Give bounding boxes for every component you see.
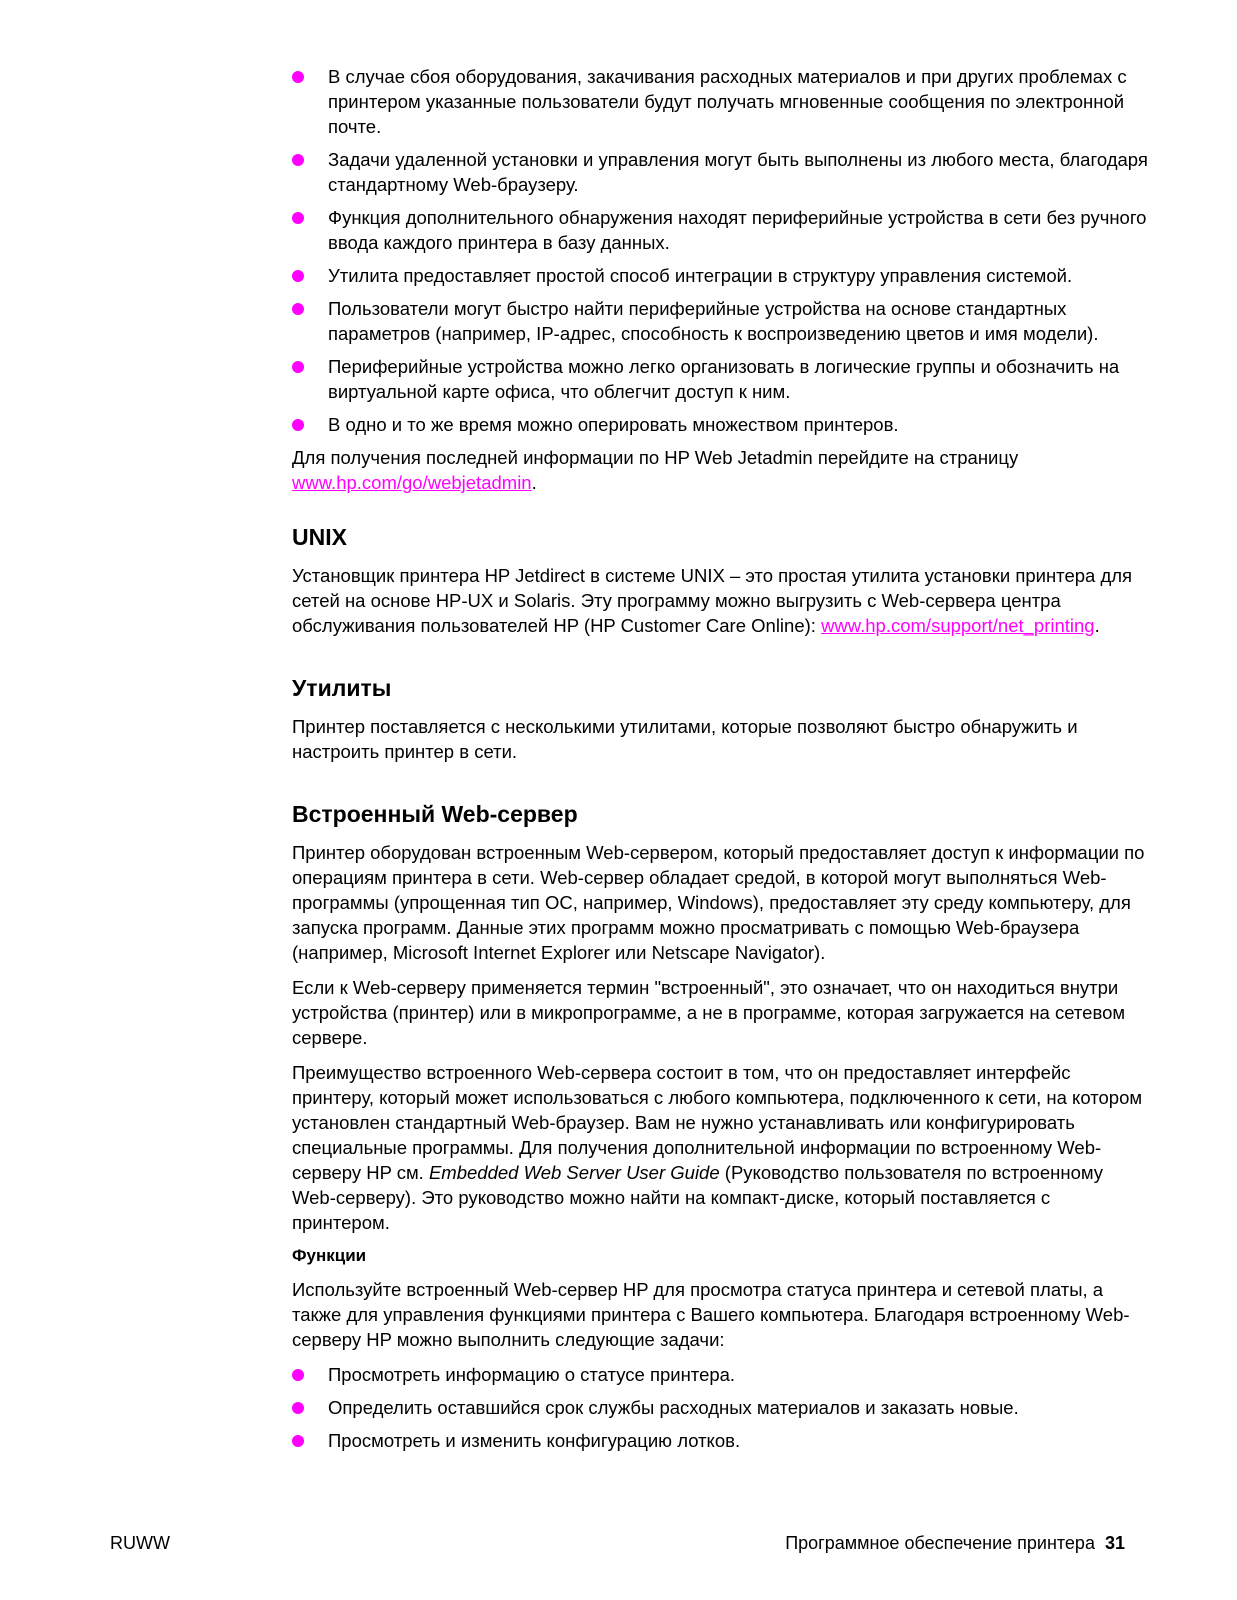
list-item-text: Утилита предоставляет простой способ интеграции в структуру управления системой. bbox=[328, 265, 1073, 286]
list-item-text: Периферийные устройства можно легко организовать в логические группы и обозначить на виртуальной карте офиса, что облегчит доступ к ним. bbox=[328, 356, 1120, 402]
list-item-text: Задачи удаленной установки и управления могут быть выполнены из любого места, благодаря стандартному Web-браузеру. bbox=[328, 149, 1148, 195]
list-item bbox=[292, 205, 1152, 255]
functions-paragraph: Используйте встроенный Web-сервер HP для просмотра статуса принтера и сетевой платы, а также для управления функциями принтера с Вашего компьютера. Благодаря встроенному Web-серверу HP можно выполнить следующие задачи: bbox=[292, 1279, 1130, 1350]
bullet-icon bbox=[292, 1435, 304, 1447]
list-item bbox=[292, 147, 1152, 197]
footer-title: Программное обеспечение принтера 31 bbox=[785, 1533, 1125, 1553]
webserver-paragraph-1: Принтер оборудован встроенным Web-сервером, который предоставляет доступ к информации по операциям принтера в сети. Web-сервер обладает средой, в которой могут выполняться Web-программы (упрощенная тип ОС, например, Windows), предоставляет эту среду компьютеру, для запуска программ. Данные этих программ можно просматривать с помощью Web-браузера (например, Microsoft Internet Explorer или Netscape Navigator). bbox=[292, 842, 1145, 963]
webserver-heading: Встроенный Web-сервер bbox=[292, 801, 578, 827]
feature-list bbox=[292, 64, 1152, 437]
utilities-heading: Утилиты bbox=[292, 675, 392, 701]
bullet-icon bbox=[292, 212, 304, 224]
guide-title: Embedded Web Server User Guide bbox=[428, 1162, 720, 1183]
list-item bbox=[292, 1428, 1152, 1453]
bullet-icon bbox=[292, 71, 304, 83]
page-number: 31 bbox=[1104, 1533, 1125, 1553]
list-item bbox=[292, 1395, 1152, 1420]
unix-heading: UNIX bbox=[292, 524, 347, 550]
functions-heading: Функции bbox=[292, 1246, 367, 1265]
net-printing-link[interactable]: www.hp.com/support/net_printing bbox=[821, 615, 1095, 636]
bullet-icon bbox=[292, 1369, 304, 1381]
list-item-text: Определить оставшийся срок службы расходных материалов и заказать новые. bbox=[328, 1397, 1019, 1418]
list-item-text: В одно и то же время можно оперировать множеством принтеров. bbox=[328, 414, 899, 435]
functions-list bbox=[292, 1362, 1152, 1453]
bullet-icon bbox=[292, 270, 304, 282]
utilities-paragraph: Принтер поставляется с несколькими утилитами, которые позволяют быстро обнаружить и настроить принтер в сети. bbox=[292, 716, 1078, 762]
unix-paragraph: Установщик принтера HP Jetdirect в системе UNIX – это простая утилита установки принтера для сетей на основе HP-UX и Solaris. Эту программу можно выгрузить с Web-сервера центра обслуживания пользователей HP (HP Customer Care Online): www.hp.com/support/net_printing. bbox=[292, 565, 1133, 636]
webjetadmin-link[interactable]: www.hp.com/go/webjetadmin bbox=[292, 472, 532, 493]
footer-code: RUWW bbox=[110, 1533, 170, 1553]
list-item bbox=[292, 64, 1152, 139]
webserver-paragraph-2: Если к Web-серверу применяется термин "встроенный", это означает, что он находиться внутри устройства (принтер) или в микропрограмме, а не в программе, которая загружается на сетевом сервере. bbox=[292, 977, 1126, 1048]
bullet-icon bbox=[292, 419, 304, 431]
webjetadmin-paragraph: Для получения последней информации по HP Web Jetadmin перейдите на страницу www.hp.com/go/webjetadmin. bbox=[292, 447, 1019, 493]
list-item bbox=[292, 412, 1152, 437]
bullet-icon bbox=[292, 1402, 304, 1414]
list-item-text: Просмотреть и изменить конфигурацию лотков. bbox=[328, 1430, 741, 1451]
page-content bbox=[292, 64, 1152, 1461]
list-item-text: В случае сбоя оборудования, закачивания расходных материалов и при других проблемах с принтером указанные пользователи будут получать мгновенные сообщения по электронной почте. bbox=[328, 66, 1127, 137]
bullet-icon bbox=[292, 154, 304, 166]
list-item bbox=[292, 1362, 1152, 1387]
webserver-paragraph-3: Преимущество встроенного Web-сервера состоит в том, что он предоставляет интерфейс принтеру, который может использоваться с любого компьютера, подключенного к сети, на котором установлен стандартный Web-браузер. Вам не нужно устанавливать или конфигурировать специальные программы. Для получения дополнительной информации по встроенному Web-серверу HP см. Embedded Web Server User Guide (Руководство пользователя по встроенному Web-серверу). Это руководство можно найти на компакт-диске, который поставляется с принтером. bbox=[292, 1062, 1143, 1233]
list-item-text: Пользователи могут быстро найти периферийные устройства на основе стандартных параметров (например, IP-адрес, способность к воспроизведению цветов и имя модели). bbox=[328, 298, 1099, 344]
list-item bbox=[292, 296, 1152, 346]
bullet-icon bbox=[292, 361, 304, 373]
list-item bbox=[292, 263, 1152, 288]
list-item-text: Просмотреть информацию о статусе принтера. bbox=[328, 1364, 736, 1385]
list-item bbox=[292, 354, 1152, 404]
bullet-icon bbox=[292, 303, 304, 315]
list-item-text: Функция дополнительного обнаружения находят периферийные устройства в сети без ручного ввода каждого принтера в базу данных. bbox=[328, 207, 1147, 253]
